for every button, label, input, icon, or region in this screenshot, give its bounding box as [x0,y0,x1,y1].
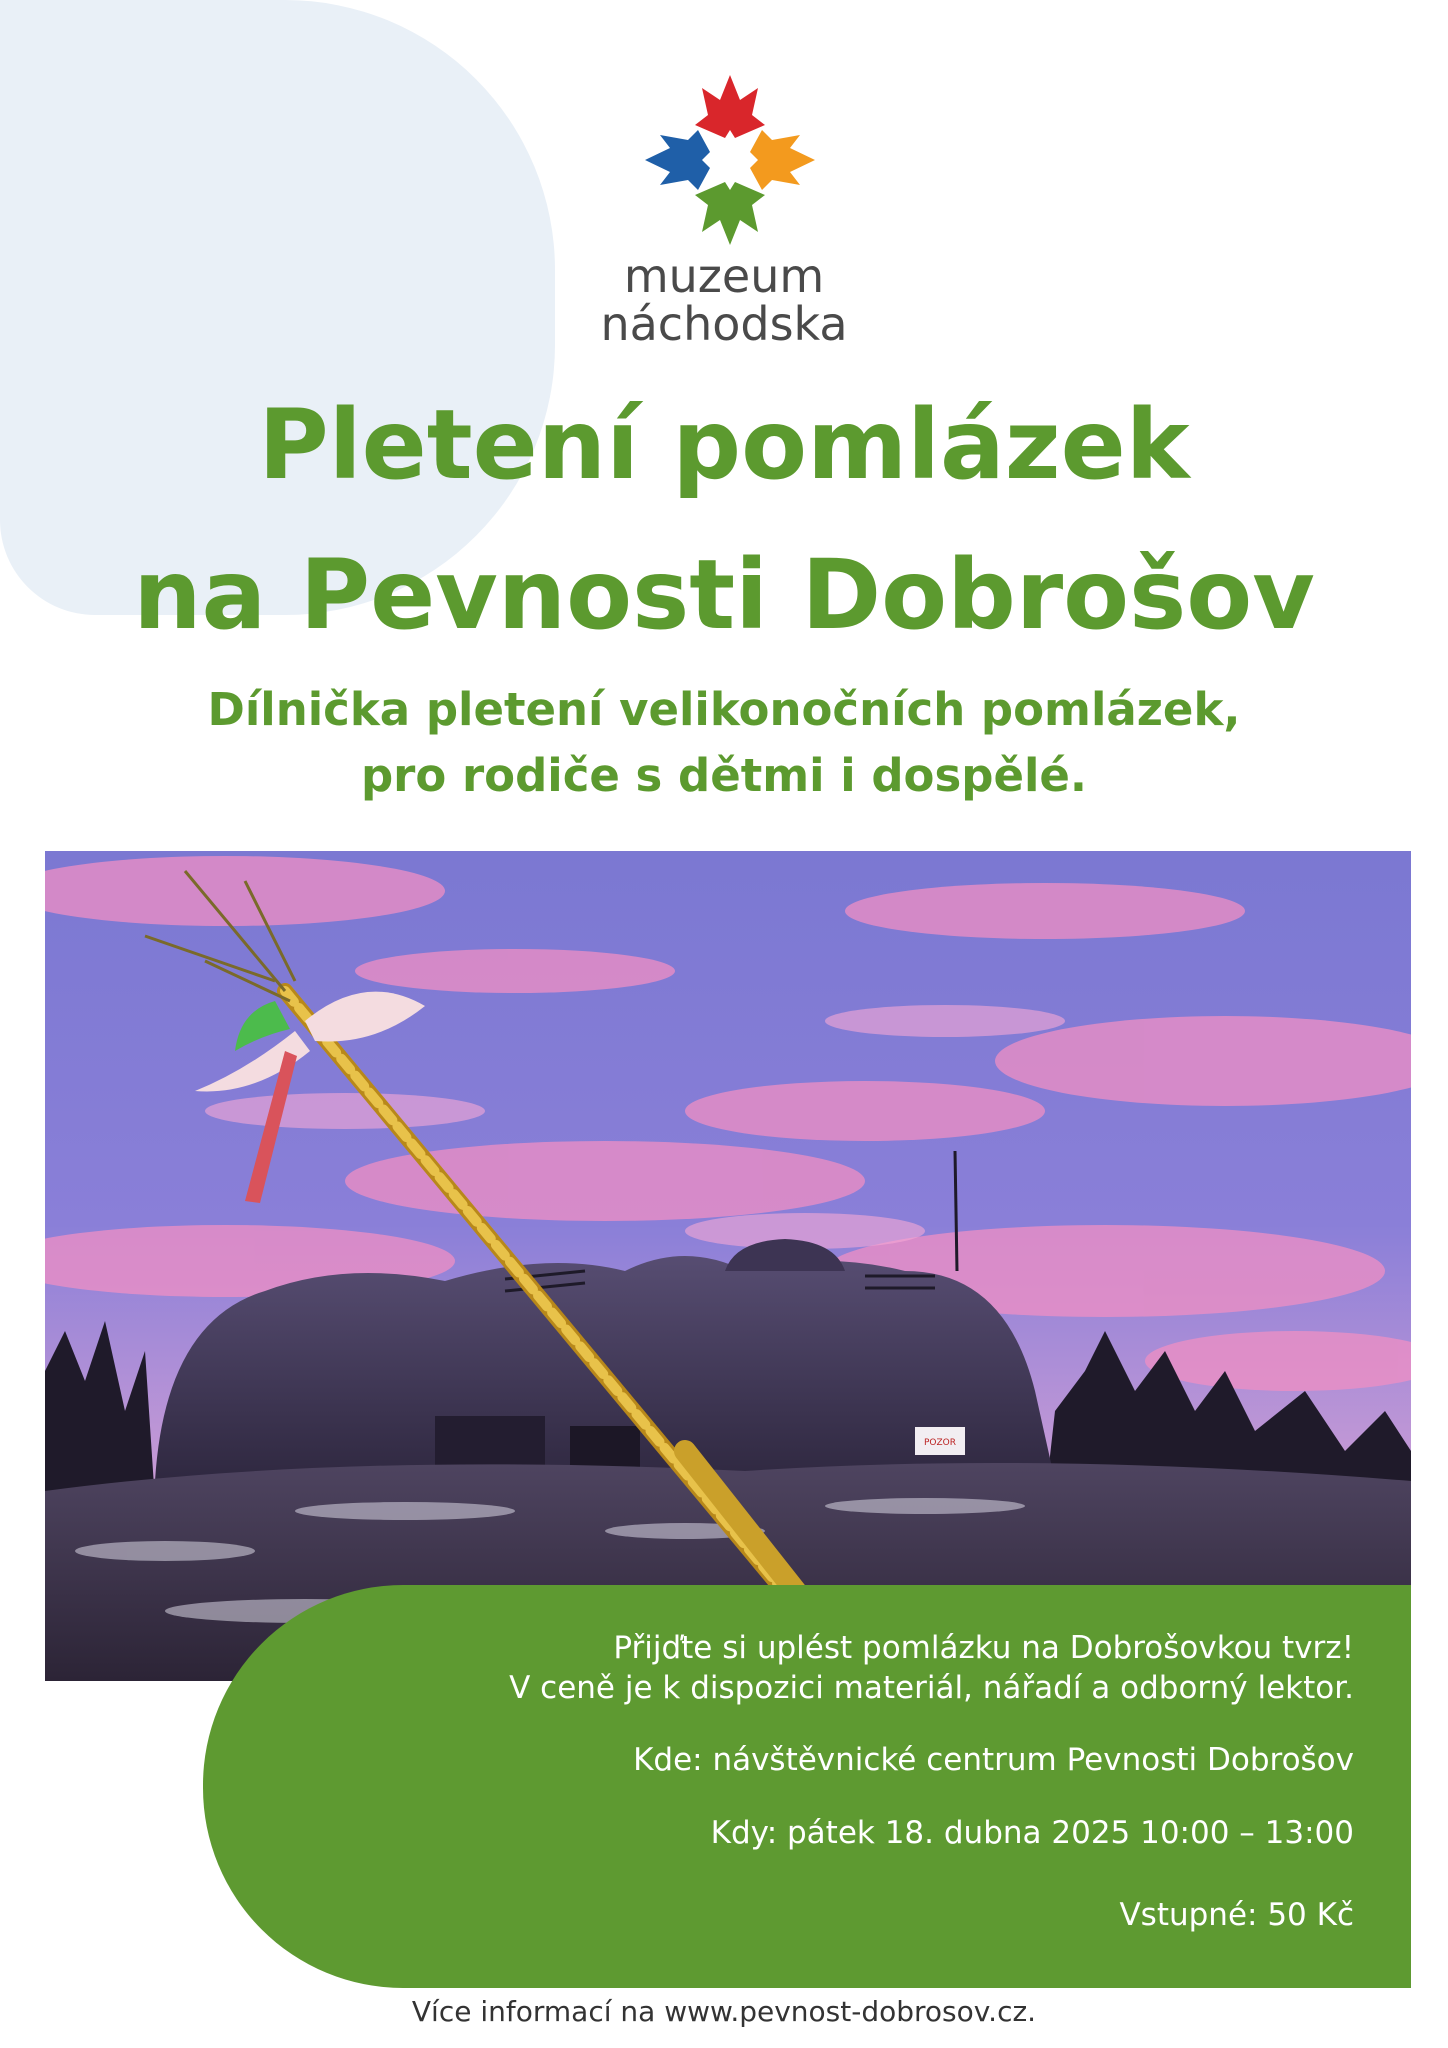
headline-line1: Pletení pomlázek [258,389,1190,501]
invite-line1: Přijďte si uplést pomlázku na Dobrošovkou tvrz! [613,1630,1354,1666]
event-price: Vstupné: 50 Kč [1119,1897,1354,1933]
headline-line2: na Pevnosti Dobrošov [133,539,1315,651]
subheadline-line2: pro rodiče s dětmi i dospělé. [360,749,1088,802]
organizer-name-line2: náchodska [600,297,848,351]
museum-logo-icon [640,70,820,250]
event-details-panel [203,1585,1411,1988]
subheadline-line1: Dílnička pletení velikonočních pomlázek, [207,683,1241,736]
event-date-time: Kdy: pátek 18. dubna 2025 10:00 – 13:00 [710,1815,1354,1851]
event-location: Kde: návštěvnické centrum Pevnosti Dobrošov [633,1742,1354,1778]
fortress-sign-text: POZOR [923,1438,957,1448]
fortress-photo [45,851,1411,1681]
organizer-name-line1: muzeum [623,249,825,303]
more-info-footer: Více informací na www.pevnost-dobrosov.cz. [411,1995,1037,2028]
invite-line2: V ceně je k dispozici materiál, nářadí a odborný lektor. [509,1670,1354,1706]
